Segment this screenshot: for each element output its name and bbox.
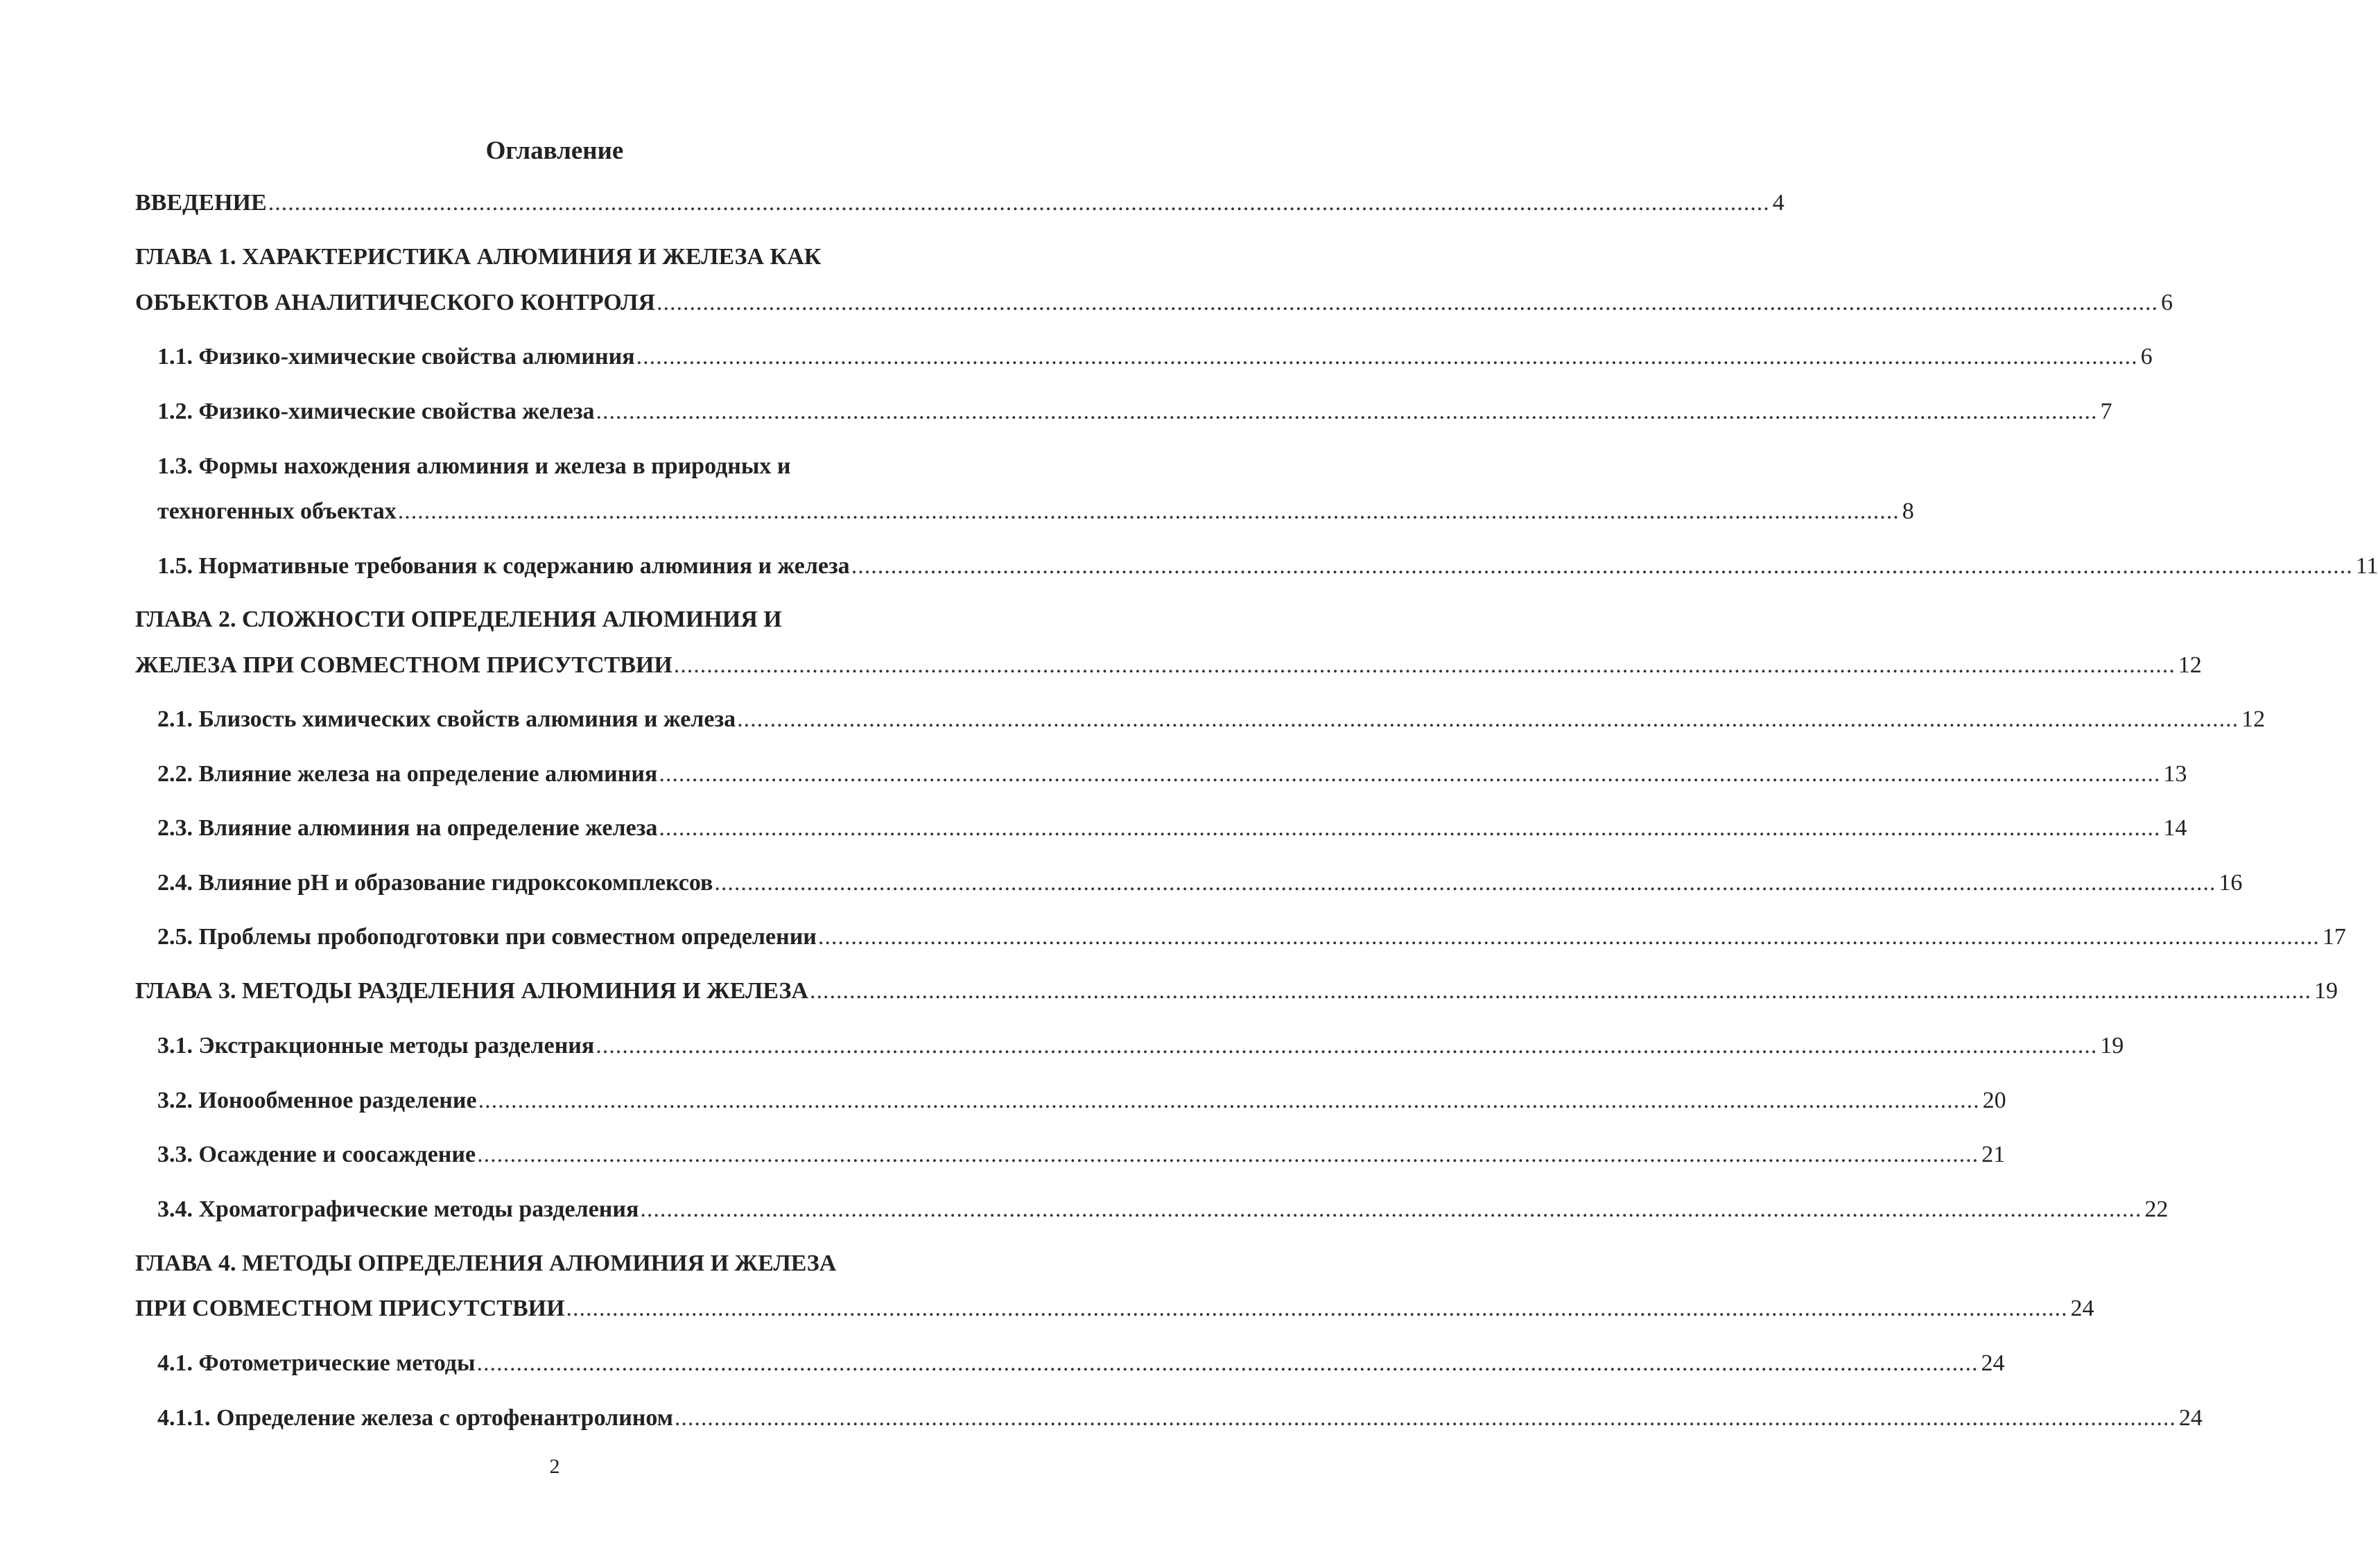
dot-leader: .................................................................................................................................................................................................................................... (476, 1350, 1979, 1376)
toc-entry[interactable] (135, 1291, 2094, 1326)
dot-leader: .................................................................................................................................................................................................................................... (737, 706, 2239, 732)
toc-page-number: 17 (2322, 924, 2346, 950)
toc-entry-text: ГЛАВА 2. СЛОЖНОСТИ ОПРЕДЕЛЕНИЯ АЛЮМИНИЯ И (135, 607, 782, 632)
toc-entry[interactable] (135, 602, 980, 637)
toc-page-number: 12 (2241, 706, 2266, 732)
toc-entry[interactable] (157, 702, 2266, 737)
toc-entry[interactable] (135, 286, 2173, 320)
dot-leader: .................................................................................................................................................................................................................................... (268, 190, 1770, 216)
toc-page-number: 4 (1772, 190, 1785, 216)
toc-entry-text: ВВЕДЕНИЕ (135, 190, 267, 216)
toc-entry[interactable] (157, 1029, 2124, 1063)
dot-leader: .................................................................................................................................................................................................................................... (657, 290, 2159, 315)
dot-leader: .................................................................................................................................................................................................................................... (477, 1142, 1979, 1167)
toc-entry[interactable] (157, 494, 1914, 529)
toc-entry-text: ПРИ СОВМЕСТНОМ ПРИСУТСТВИИ (135, 1296, 565, 1321)
toc-entry-text: 3.3. Осаждение и соосаждение (157, 1142, 476, 1167)
toc-entry[interactable] (135, 186, 1785, 220)
toc-entry[interactable] (157, 394, 2112, 429)
toc-entry[interactable] (157, 1346, 2005, 1381)
toc-page-number: 20 (1982, 1088, 2006, 1113)
toc-page-number: 24 (1981, 1350, 2005, 1376)
toc-entry[interactable] (157, 811, 2187, 846)
dot-leader: .................................................................................................................................................................................................................................... (714, 870, 2216, 896)
dot-leader: .................................................................................................................................................................................................................................... (673, 652, 2176, 678)
toc-page-number: 19 (2314, 978, 2338, 1004)
toc-page-number: 24 (2178, 1405, 2203, 1431)
dot-leader: .................................................................................................................................................................................................................................... (659, 815, 2161, 841)
toc-entry-text: 1.2. Физико-химические свойства железа (157, 399, 595, 424)
dot-leader: .................................................................................................................................................................................................................................... (596, 1033, 2098, 1059)
toc-entry[interactable] (135, 974, 2338, 1009)
toc-page-number: 8 (1902, 498, 1914, 524)
toc-entry[interactable] (157, 757, 2187, 792)
toc-entry-text: ГЛАВА 3. МЕТОДЫ РАЗДЕЛЕНИЯ АЛЮМИНИЯ И ЖЕЛЕЗА (135, 978, 808, 1004)
page-number-footer: 2 (549, 1455, 560, 1478)
dot-leader: .................................................................................................................................................................................................................................... (851, 553, 2353, 579)
toc-entry-text: 2.4. Влияние pH и образование гидроксокомплексов (157, 870, 713, 896)
toc-entry-text: 2.3. Влияние алюминия на определение железа (157, 815, 658, 841)
toc-page-number: 22 (2144, 1196, 2169, 1222)
toc-entry-text: 2.1. Близость химических свойств алюминия и железа (157, 706, 736, 732)
toc-entry-text: 1.5. Нормативные требования к содержанию алюминия и железа (157, 553, 850, 579)
toc-page-number: 13 (2163, 761, 2187, 787)
dot-leader: .................................................................................................................................................................................................................................... (674, 1405, 2176, 1431)
toc-entry-text: 1.3. Формы нахождения алюминия и железа в природных и (157, 453, 791, 479)
toc-entry-text: 2.5. Проблемы пробоподготовки при совместном определении (157, 924, 817, 950)
toc-entry[interactable] (157, 1083, 2006, 1118)
dot-leader: .................................................................................................................................................................................................................................... (636, 344, 2138, 369)
toc-page-number: 11 (2355, 553, 2378, 579)
toc-page-number: 24 (2070, 1296, 2094, 1321)
toc-entry-text: 4.1.1. Определение железа с ортофенантролином (157, 1405, 673, 1431)
toc-page-number: 6 (2161, 290, 2173, 315)
toc-entry-text: ГЛАВА 1. ХАРАКТЕРИСТИКА АЛЮМИНИЯ И ЖЕЛЕЗА КАК (135, 244, 822, 270)
toc-entry-text: 4.1. Фотометрические методы (157, 1350, 476, 1376)
toc-page-number: 7 (2100, 399, 2112, 424)
toc-entry-text: ОБЪЕКТОВ АНАЛИТИЧЕСКОГО КОНТРОЛЯ (135, 290, 656, 315)
dot-leader: .................................................................................................................................................................................................................................... (809, 978, 2311, 1004)
toc-title: Оглавление (485, 137, 624, 165)
toc-entry-text: ГЛАВА 4. МЕТОДЫ ОПРЕДЕЛЕНИЯ АЛЮМИНИЯ И ЖЕЛЕЗА (135, 1251, 837, 1276)
toc-page-number: 12 (2178, 652, 2202, 678)
toc-page-number: 19 (2100, 1033, 2124, 1059)
toc-entry[interactable] (135, 1246, 980, 1281)
toc-entry-text: ЖЕЛЕЗА ПРИ СОВМЕСТНОМ ПРИСУТСТВИИ (135, 652, 672, 678)
toc-entry[interactable] (135, 648, 2202, 683)
dot-leader: .................................................................................................................................................................................................................................... (659, 761, 2161, 787)
toc-entry[interactable] (157, 866, 2243, 900)
dot-leader: .................................................................................................................................................................................................................................... (640, 1196, 2142, 1222)
dot-leader: .................................................................................................................................................................................................................................... (817, 924, 2320, 950)
dot-leader: .................................................................................................................................................................................................................................... (397, 498, 1900, 524)
toc-entry[interactable] (157, 1192, 2169, 1227)
toc-entry[interactable] (157, 449, 980, 484)
dot-leader: .................................................................................................................................................................................................................................... (596, 399, 2098, 424)
toc-page-number: 14 (2163, 815, 2187, 841)
toc-entry-text: техногенных объектах (157, 498, 397, 524)
toc-page-number: 16 (2219, 870, 2243, 896)
toc-entry[interactable] (157, 340, 2153, 374)
dot-leader: .................................................................................................................................................................................................................................... (478, 1088, 1980, 1113)
toc-entry[interactable] (157, 549, 2378, 584)
toc-entry-text: 2.2. Влияние железа на определение алюминия (157, 761, 658, 787)
toc-entry-text: 3.1. Экстракционные методы разделения (157, 1033, 595, 1059)
toc-page-number: 21 (1981, 1142, 2006, 1167)
toc-entry[interactable] (157, 1138, 2006, 1172)
toc-entry[interactable] (157, 920, 2346, 955)
dot-leader: .................................................................................................................................................................................................................................... (566, 1296, 2068, 1321)
toc-entry[interactable] (157, 1401, 2203, 1436)
toc-entry-text: 1.1. Физико-химические свойства алюминия (157, 344, 635, 369)
toc-entry-text: 3.4. Хроматографические методы разделения (157, 1196, 639, 1222)
toc-entry-text: 3.2. Ионообменное разделение (157, 1088, 477, 1113)
toc-entry[interactable] (135, 240, 980, 275)
toc-page-number: 6 (2140, 344, 2153, 369)
